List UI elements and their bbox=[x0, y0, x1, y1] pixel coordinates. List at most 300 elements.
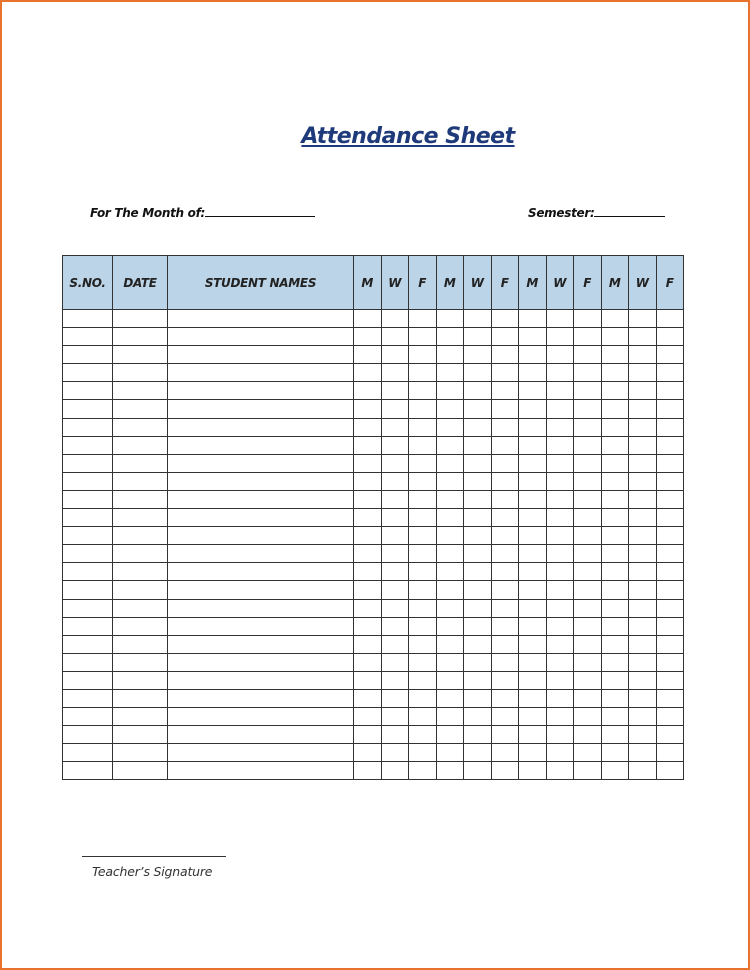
attendance-cell[interactable] bbox=[354, 744, 382, 762]
attendance-cell[interactable] bbox=[381, 382, 409, 400]
attendance-cell[interactable] bbox=[574, 382, 602, 400]
attendance-cell[interactable] bbox=[656, 490, 684, 508]
attendance-cell[interactable] bbox=[601, 635, 629, 653]
student-name-cell[interactable] bbox=[168, 581, 354, 599]
attendance-cell[interactable] bbox=[574, 527, 602, 545]
attendance-cell[interactable] bbox=[574, 490, 602, 508]
attendance-cell[interactable] bbox=[409, 454, 437, 472]
attendance-cell[interactable] bbox=[574, 653, 602, 671]
date-cell[interactable] bbox=[113, 708, 168, 726]
student-name-cell[interactable] bbox=[168, 762, 354, 780]
attendance-cell[interactable] bbox=[409, 617, 437, 635]
attendance-cell[interactable] bbox=[464, 400, 492, 418]
attendance-cell[interactable] bbox=[601, 671, 629, 689]
attendance-cell[interactable] bbox=[546, 726, 574, 744]
attendance-cell[interactable] bbox=[546, 545, 574, 563]
sno-cell[interactable] bbox=[63, 563, 113, 581]
attendance-cell[interactable] bbox=[464, 689, 492, 707]
attendance-cell[interactable] bbox=[464, 708, 492, 726]
attendance-cell[interactable] bbox=[519, 346, 547, 364]
sno-cell[interactable] bbox=[63, 545, 113, 563]
attendance-cell[interactable] bbox=[436, 726, 464, 744]
attendance-cell[interactable] bbox=[546, 490, 574, 508]
attendance-cell[interactable] bbox=[491, 563, 519, 581]
attendance-cell[interactable] bbox=[381, 671, 409, 689]
attendance-cell[interactable] bbox=[381, 472, 409, 490]
attendance-cell[interactable] bbox=[464, 328, 492, 346]
attendance-cell[interactable] bbox=[436, 472, 464, 490]
attendance-cell[interactable] bbox=[409, 400, 437, 418]
attendance-cell[interactable] bbox=[546, 635, 574, 653]
attendance-cell[interactable] bbox=[519, 436, 547, 454]
attendance-cell[interactable] bbox=[436, 346, 464, 364]
attendance-cell[interactable] bbox=[629, 436, 657, 454]
date-cell[interactable] bbox=[113, 400, 168, 418]
attendance-cell[interactable] bbox=[436, 689, 464, 707]
attendance-cell[interactable] bbox=[519, 382, 547, 400]
student-name-cell[interactable] bbox=[168, 400, 354, 418]
attendance-cell[interactable] bbox=[436, 328, 464, 346]
date-cell[interactable] bbox=[113, 490, 168, 508]
attendance-cell[interactable] bbox=[381, 509, 409, 527]
attendance-cell[interactable] bbox=[574, 762, 602, 780]
attendance-cell[interactable] bbox=[574, 310, 602, 328]
student-name-cell[interactable] bbox=[168, 310, 354, 328]
attendance-cell[interactable] bbox=[464, 653, 492, 671]
attendance-cell[interactable] bbox=[409, 653, 437, 671]
attendance-cell[interactable] bbox=[491, 581, 519, 599]
attendance-cell[interactable] bbox=[574, 509, 602, 527]
attendance-cell[interactable] bbox=[574, 328, 602, 346]
attendance-cell[interactable] bbox=[574, 744, 602, 762]
attendance-cell[interactable] bbox=[629, 472, 657, 490]
attendance-cell[interactable] bbox=[436, 563, 464, 581]
attendance-cell[interactable] bbox=[354, 418, 382, 436]
attendance-cell[interactable] bbox=[491, 708, 519, 726]
date-cell[interactable] bbox=[113, 599, 168, 617]
attendance-cell[interactable] bbox=[656, 545, 684, 563]
attendance-cell[interactable] bbox=[574, 472, 602, 490]
attendance-cell[interactable] bbox=[546, 563, 574, 581]
attendance-cell[interactable] bbox=[491, 599, 519, 617]
attendance-cell[interactable] bbox=[601, 454, 629, 472]
attendance-cell[interactable] bbox=[436, 671, 464, 689]
attendance-cell[interactable] bbox=[546, 689, 574, 707]
attendance-cell[interactable] bbox=[519, 545, 547, 563]
attendance-cell[interactable] bbox=[409, 599, 437, 617]
student-name-cell[interactable] bbox=[168, 472, 354, 490]
attendance-cell[interactable] bbox=[381, 653, 409, 671]
student-name-cell[interactable] bbox=[168, 328, 354, 346]
attendance-cell[interactable] bbox=[601, 762, 629, 780]
attendance-cell[interactable] bbox=[409, 490, 437, 508]
date-cell[interactable] bbox=[113, 563, 168, 581]
semester-input-line[interactable] bbox=[594, 205, 665, 217]
attendance-cell[interactable] bbox=[381, 689, 409, 707]
sno-cell[interactable] bbox=[63, 599, 113, 617]
student-name-cell[interactable] bbox=[168, 689, 354, 707]
attendance-cell[interactable] bbox=[381, 346, 409, 364]
attendance-cell[interactable] bbox=[629, 581, 657, 599]
attendance-cell[interactable] bbox=[354, 617, 382, 635]
attendance-cell[interactable] bbox=[491, 328, 519, 346]
attendance-cell[interactable] bbox=[409, 472, 437, 490]
attendance-cell[interactable] bbox=[409, 635, 437, 653]
attendance-cell[interactable] bbox=[656, 744, 684, 762]
attendance-cell[interactable] bbox=[464, 671, 492, 689]
attendance-cell[interactable] bbox=[546, 436, 574, 454]
attendance-cell[interactable] bbox=[601, 364, 629, 382]
attendance-cell[interactable] bbox=[491, 744, 519, 762]
attendance-cell[interactable] bbox=[601, 400, 629, 418]
attendance-cell[interactable] bbox=[601, 382, 629, 400]
date-cell[interactable] bbox=[113, 527, 168, 545]
date-cell[interactable] bbox=[113, 762, 168, 780]
attendance-cell[interactable] bbox=[546, 472, 574, 490]
attendance-cell[interactable] bbox=[519, 653, 547, 671]
attendance-cell[interactable] bbox=[519, 726, 547, 744]
attendance-cell[interactable] bbox=[464, 545, 492, 563]
attendance-cell[interactable] bbox=[381, 762, 409, 780]
attendance-cell[interactable] bbox=[601, 472, 629, 490]
attendance-cell[interactable] bbox=[656, 599, 684, 617]
attendance-cell[interactable] bbox=[409, 382, 437, 400]
attendance-cell[interactable] bbox=[354, 527, 382, 545]
attendance-cell[interactable] bbox=[409, 708, 437, 726]
attendance-cell[interactable] bbox=[464, 581, 492, 599]
attendance-cell[interactable] bbox=[436, 364, 464, 382]
sno-cell[interactable] bbox=[63, 689, 113, 707]
attendance-cell[interactable] bbox=[491, 689, 519, 707]
attendance-cell[interactable] bbox=[491, 310, 519, 328]
attendance-cell[interactable] bbox=[436, 653, 464, 671]
sno-cell[interactable] bbox=[63, 708, 113, 726]
attendance-cell[interactable] bbox=[601, 310, 629, 328]
attendance-cell[interactable] bbox=[546, 400, 574, 418]
attendance-cell[interactable] bbox=[656, 527, 684, 545]
attendance-cell[interactable] bbox=[546, 364, 574, 382]
date-cell[interactable] bbox=[113, 653, 168, 671]
attendance-cell[interactable] bbox=[546, 346, 574, 364]
attendance-cell[interactable] bbox=[601, 599, 629, 617]
student-name-cell[interactable] bbox=[168, 726, 354, 744]
attendance-cell[interactable] bbox=[546, 744, 574, 762]
attendance-cell[interactable] bbox=[436, 744, 464, 762]
attendance-cell[interactable] bbox=[574, 563, 602, 581]
attendance-cell[interactable] bbox=[409, 563, 437, 581]
attendance-cell[interactable] bbox=[354, 509, 382, 527]
attendance-cell[interactable] bbox=[491, 653, 519, 671]
attendance-cell[interactable] bbox=[381, 400, 409, 418]
attendance-cell[interactable] bbox=[656, 382, 684, 400]
attendance-cell[interactable] bbox=[546, 328, 574, 346]
attendance-cell[interactable] bbox=[601, 689, 629, 707]
attendance-cell[interactable] bbox=[629, 527, 657, 545]
attendance-cell[interactable] bbox=[519, 708, 547, 726]
attendance-cell[interactable] bbox=[354, 400, 382, 418]
date-cell[interactable] bbox=[113, 346, 168, 364]
sno-cell[interactable] bbox=[63, 418, 113, 436]
attendance-cell[interactable] bbox=[409, 689, 437, 707]
date-cell[interactable] bbox=[113, 726, 168, 744]
attendance-cell[interactable] bbox=[436, 382, 464, 400]
sno-cell[interactable] bbox=[63, 490, 113, 508]
sno-cell[interactable] bbox=[63, 617, 113, 635]
attendance-cell[interactable] bbox=[656, 689, 684, 707]
attendance-cell[interactable] bbox=[409, 581, 437, 599]
attendance-cell[interactable] bbox=[354, 472, 382, 490]
attendance-cell[interactable] bbox=[354, 563, 382, 581]
attendance-cell[interactable] bbox=[409, 328, 437, 346]
attendance-cell[interactable] bbox=[546, 418, 574, 436]
attendance-cell[interactable] bbox=[601, 545, 629, 563]
attendance-cell[interactable] bbox=[436, 708, 464, 726]
attendance-cell[interactable] bbox=[354, 599, 382, 617]
attendance-cell[interactable] bbox=[436, 617, 464, 635]
student-name-cell[interactable] bbox=[168, 617, 354, 635]
sno-cell[interactable] bbox=[63, 400, 113, 418]
attendance-cell[interactable] bbox=[574, 689, 602, 707]
attendance-cell[interactable] bbox=[546, 527, 574, 545]
attendance-cell[interactable] bbox=[354, 671, 382, 689]
attendance-cell[interactable] bbox=[546, 509, 574, 527]
month-input-line[interactable] bbox=[205, 205, 315, 217]
attendance-cell[interactable] bbox=[464, 364, 492, 382]
student-name-cell[interactable] bbox=[168, 454, 354, 472]
attendance-cell[interactable] bbox=[491, 454, 519, 472]
attendance-cell[interactable] bbox=[464, 382, 492, 400]
attendance-cell[interactable] bbox=[629, 653, 657, 671]
attendance-cell[interactable] bbox=[629, 744, 657, 762]
attendance-cell[interactable] bbox=[656, 708, 684, 726]
attendance-cell[interactable] bbox=[409, 726, 437, 744]
attendance-cell[interactable] bbox=[656, 454, 684, 472]
sno-cell[interactable] bbox=[63, 581, 113, 599]
attendance-cell[interactable] bbox=[574, 418, 602, 436]
attendance-cell[interactable] bbox=[546, 581, 574, 599]
date-cell[interactable] bbox=[113, 635, 168, 653]
attendance-cell[interactable] bbox=[601, 617, 629, 635]
attendance-cell[interactable] bbox=[574, 617, 602, 635]
attendance-cell[interactable] bbox=[491, 400, 519, 418]
attendance-cell[interactable] bbox=[629, 689, 657, 707]
attendance-cell[interactable] bbox=[601, 490, 629, 508]
attendance-cell[interactable] bbox=[381, 490, 409, 508]
student-name-cell[interactable] bbox=[168, 744, 354, 762]
date-cell[interactable] bbox=[113, 671, 168, 689]
student-name-cell[interactable] bbox=[168, 653, 354, 671]
attendance-cell[interactable] bbox=[436, 454, 464, 472]
attendance-cell[interactable] bbox=[409, 762, 437, 780]
attendance-cell[interactable] bbox=[436, 310, 464, 328]
attendance-cell[interactable] bbox=[656, 563, 684, 581]
attendance-cell[interactable] bbox=[354, 364, 382, 382]
attendance-cell[interactable] bbox=[436, 509, 464, 527]
attendance-cell[interactable] bbox=[491, 382, 519, 400]
attendance-cell[interactable] bbox=[464, 436, 492, 454]
attendance-cell[interactable] bbox=[629, 599, 657, 617]
attendance-cell[interactable] bbox=[436, 400, 464, 418]
attendance-cell[interactable] bbox=[519, 400, 547, 418]
attendance-cell[interactable] bbox=[436, 527, 464, 545]
attendance-cell[interactable] bbox=[354, 310, 382, 328]
attendance-cell[interactable] bbox=[354, 653, 382, 671]
attendance-cell[interactable] bbox=[546, 671, 574, 689]
attendance-cell[interactable] bbox=[519, 617, 547, 635]
attendance-cell[interactable] bbox=[409, 744, 437, 762]
student-name-cell[interactable] bbox=[168, 635, 354, 653]
attendance-cell[interactable] bbox=[574, 400, 602, 418]
attendance-cell[interactable] bbox=[464, 472, 492, 490]
attendance-cell[interactable] bbox=[629, 726, 657, 744]
attendance-cell[interactable] bbox=[409, 418, 437, 436]
attendance-cell[interactable] bbox=[656, 400, 684, 418]
attendance-cell[interactable] bbox=[574, 436, 602, 454]
attendance-cell[interactable] bbox=[409, 509, 437, 527]
attendance-cell[interactable] bbox=[656, 653, 684, 671]
attendance-cell[interactable] bbox=[491, 418, 519, 436]
attendance-cell[interactable] bbox=[436, 762, 464, 780]
attendance-cell[interactable] bbox=[381, 581, 409, 599]
sno-cell[interactable] bbox=[63, 762, 113, 780]
attendance-cell[interactable] bbox=[656, 635, 684, 653]
attendance-cell[interactable] bbox=[519, 490, 547, 508]
attendance-cell[interactable] bbox=[436, 599, 464, 617]
attendance-cell[interactable] bbox=[546, 762, 574, 780]
attendance-cell[interactable] bbox=[491, 726, 519, 744]
attendance-cell[interactable] bbox=[601, 744, 629, 762]
attendance-cell[interactable] bbox=[601, 346, 629, 364]
attendance-cell[interactable] bbox=[574, 346, 602, 364]
attendance-cell[interactable] bbox=[381, 726, 409, 744]
attendance-cell[interactable] bbox=[464, 762, 492, 780]
attendance-cell[interactable] bbox=[656, 328, 684, 346]
date-cell[interactable] bbox=[113, 509, 168, 527]
attendance-cell[interactable] bbox=[656, 436, 684, 454]
attendance-cell[interactable] bbox=[354, 581, 382, 599]
date-cell[interactable] bbox=[113, 418, 168, 436]
attendance-cell[interactable] bbox=[629, 328, 657, 346]
attendance-cell[interactable] bbox=[519, 418, 547, 436]
date-cell[interactable] bbox=[113, 545, 168, 563]
attendance-cell[interactable] bbox=[574, 581, 602, 599]
attendance-cell[interactable] bbox=[381, 617, 409, 635]
attendance-cell[interactable] bbox=[464, 726, 492, 744]
attendance-cell[interactable] bbox=[574, 671, 602, 689]
attendance-cell[interactable] bbox=[491, 346, 519, 364]
attendance-cell[interactable] bbox=[491, 635, 519, 653]
attendance-cell[interactable] bbox=[574, 599, 602, 617]
sno-cell[interactable] bbox=[63, 346, 113, 364]
attendance-cell[interactable] bbox=[629, 364, 657, 382]
attendance-cell[interactable] bbox=[519, 563, 547, 581]
attendance-cell[interactable] bbox=[601, 581, 629, 599]
attendance-cell[interactable] bbox=[354, 346, 382, 364]
attendance-cell[interactable] bbox=[491, 545, 519, 563]
student-name-cell[interactable] bbox=[168, 418, 354, 436]
attendance-cell[interactable] bbox=[519, 310, 547, 328]
attendance-cell[interactable] bbox=[546, 382, 574, 400]
sno-cell[interactable] bbox=[63, 310, 113, 328]
attendance-cell[interactable] bbox=[519, 635, 547, 653]
attendance-cell[interactable] bbox=[656, 726, 684, 744]
attendance-cell[interactable] bbox=[601, 563, 629, 581]
attendance-cell[interactable] bbox=[546, 599, 574, 617]
attendance-cell[interactable] bbox=[354, 635, 382, 653]
attendance-cell[interactable] bbox=[629, 418, 657, 436]
attendance-cell[interactable] bbox=[519, 689, 547, 707]
attendance-cell[interactable] bbox=[574, 454, 602, 472]
attendance-cell[interactable] bbox=[629, 310, 657, 328]
attendance-cell[interactable] bbox=[629, 400, 657, 418]
attendance-cell[interactable] bbox=[574, 545, 602, 563]
attendance-cell[interactable] bbox=[436, 490, 464, 508]
attendance-cell[interactable] bbox=[381, 364, 409, 382]
attendance-cell[interactable] bbox=[491, 509, 519, 527]
attendance-cell[interactable] bbox=[546, 617, 574, 635]
attendance-cell[interactable] bbox=[601, 509, 629, 527]
attendance-cell[interactable] bbox=[354, 436, 382, 454]
sno-cell[interactable] bbox=[63, 635, 113, 653]
attendance-cell[interactable] bbox=[574, 726, 602, 744]
attendance-cell[interactable] bbox=[519, 454, 547, 472]
attendance-cell[interactable] bbox=[354, 762, 382, 780]
attendance-cell[interactable] bbox=[436, 418, 464, 436]
attendance-cell[interactable] bbox=[491, 617, 519, 635]
attendance-cell[interactable] bbox=[354, 328, 382, 346]
attendance-cell[interactable] bbox=[436, 545, 464, 563]
attendance-cell[interactable] bbox=[381, 454, 409, 472]
student-name-cell[interactable] bbox=[168, 671, 354, 689]
sno-cell[interactable] bbox=[63, 509, 113, 527]
attendance-cell[interactable] bbox=[381, 436, 409, 454]
attendance-cell[interactable] bbox=[464, 509, 492, 527]
sno-cell[interactable] bbox=[63, 726, 113, 744]
attendance-cell[interactable] bbox=[574, 708, 602, 726]
student-name-cell[interactable] bbox=[168, 509, 354, 527]
date-cell[interactable] bbox=[113, 382, 168, 400]
attendance-cell[interactable] bbox=[629, 454, 657, 472]
attendance-cell[interactable] bbox=[354, 545, 382, 563]
attendance-cell[interactable] bbox=[491, 364, 519, 382]
attendance-cell[interactable] bbox=[656, 472, 684, 490]
attendance-cell[interactable] bbox=[381, 563, 409, 581]
attendance-cell[interactable] bbox=[409, 671, 437, 689]
attendance-cell[interactable] bbox=[381, 418, 409, 436]
student-name-cell[interactable] bbox=[168, 545, 354, 563]
attendance-cell[interactable] bbox=[381, 744, 409, 762]
attendance-cell[interactable] bbox=[629, 490, 657, 508]
attendance-cell[interactable] bbox=[381, 635, 409, 653]
date-cell[interactable] bbox=[113, 617, 168, 635]
attendance-cell[interactable] bbox=[491, 490, 519, 508]
attendance-cell[interactable] bbox=[464, 635, 492, 653]
attendance-cell[interactable] bbox=[491, 762, 519, 780]
attendance-cell[interactable] bbox=[519, 744, 547, 762]
attendance-cell[interactable] bbox=[629, 545, 657, 563]
attendance-cell[interactable] bbox=[354, 490, 382, 508]
attendance-cell[interactable] bbox=[464, 599, 492, 617]
student-name-cell[interactable] bbox=[168, 346, 354, 364]
attendance-cell[interactable] bbox=[354, 726, 382, 744]
attendance-cell[interactable] bbox=[519, 328, 547, 346]
date-cell[interactable] bbox=[113, 310, 168, 328]
sno-cell[interactable] bbox=[63, 382, 113, 400]
date-cell[interactable] bbox=[113, 454, 168, 472]
attendance-cell[interactable] bbox=[601, 726, 629, 744]
attendance-cell[interactable] bbox=[601, 653, 629, 671]
attendance-cell[interactable] bbox=[629, 617, 657, 635]
